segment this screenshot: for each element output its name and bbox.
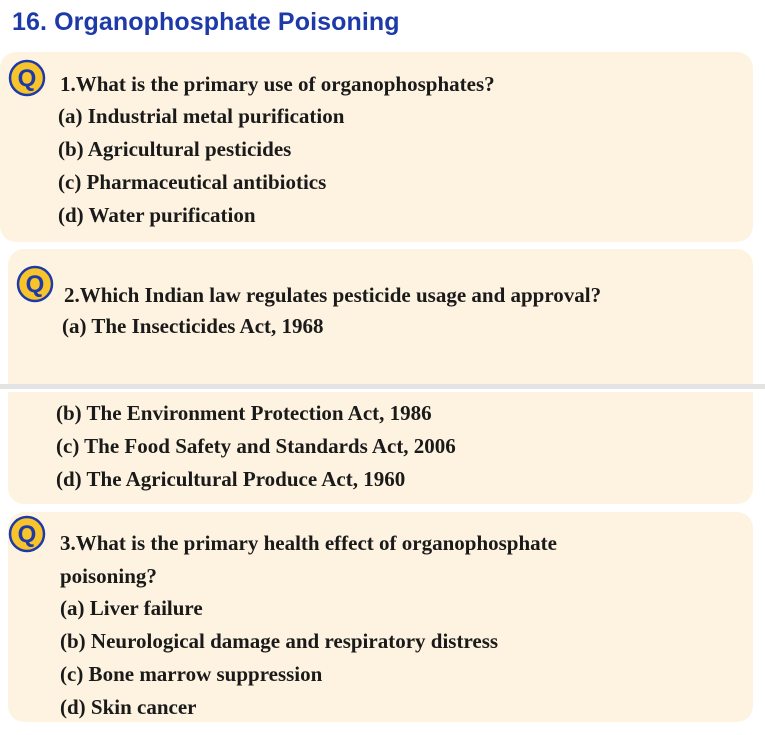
question-text-3-line2: poisoning? bbox=[60, 564, 157, 588]
badge-letter: Q bbox=[17, 521, 37, 548]
option-1c: (c) Pharmaceutical antibiotics bbox=[58, 170, 327, 194]
badge-letter: Q bbox=[25, 271, 45, 298]
question-q-icon bbox=[8, 515, 46, 553]
option-3c: (c) Bone marrow suppression bbox=[60, 662, 323, 686]
question-text-2: 2.Which Indian law regulates pesticide usage and approval? bbox=[64, 283, 602, 307]
option-2b: (b) The Environment Protection Act, 1986 bbox=[56, 401, 432, 425]
page-divider bbox=[0, 384, 765, 389]
option-1b: (b) Agricultural pesticides bbox=[58, 137, 292, 161]
question-q-icon bbox=[16, 265, 54, 303]
option-1d: (d) Water purification bbox=[58, 203, 256, 227]
option-3b: (b) Neurological damage and respiratory distress bbox=[60, 629, 499, 653]
page-title: 16. Organophosphate Poisoning bbox=[12, 8, 400, 36]
badge-letter: Q bbox=[17, 65, 37, 92]
option-2c: (c) The Food Safety and Standards Act, 2006 bbox=[56, 434, 456, 458]
option-2d: (d) The Agricultural Produce Act, 1960 bbox=[56, 467, 406, 491]
option-3a: (a) Liver failure bbox=[60, 596, 203, 620]
question-text-1: 1.What is the primary use of organophosphates? bbox=[60, 72, 495, 96]
question-q-icon bbox=[8, 59, 46, 97]
option-1a: (a) Industrial metal purification bbox=[58, 104, 345, 128]
question-text-3-line1: 3.What is the primary health effect of organophosphate bbox=[60, 531, 557, 555]
option-3d: (d) Skin cancer bbox=[60, 695, 197, 719]
option-2a: (a) The Insecticides Act, 1968 bbox=[62, 314, 324, 338]
